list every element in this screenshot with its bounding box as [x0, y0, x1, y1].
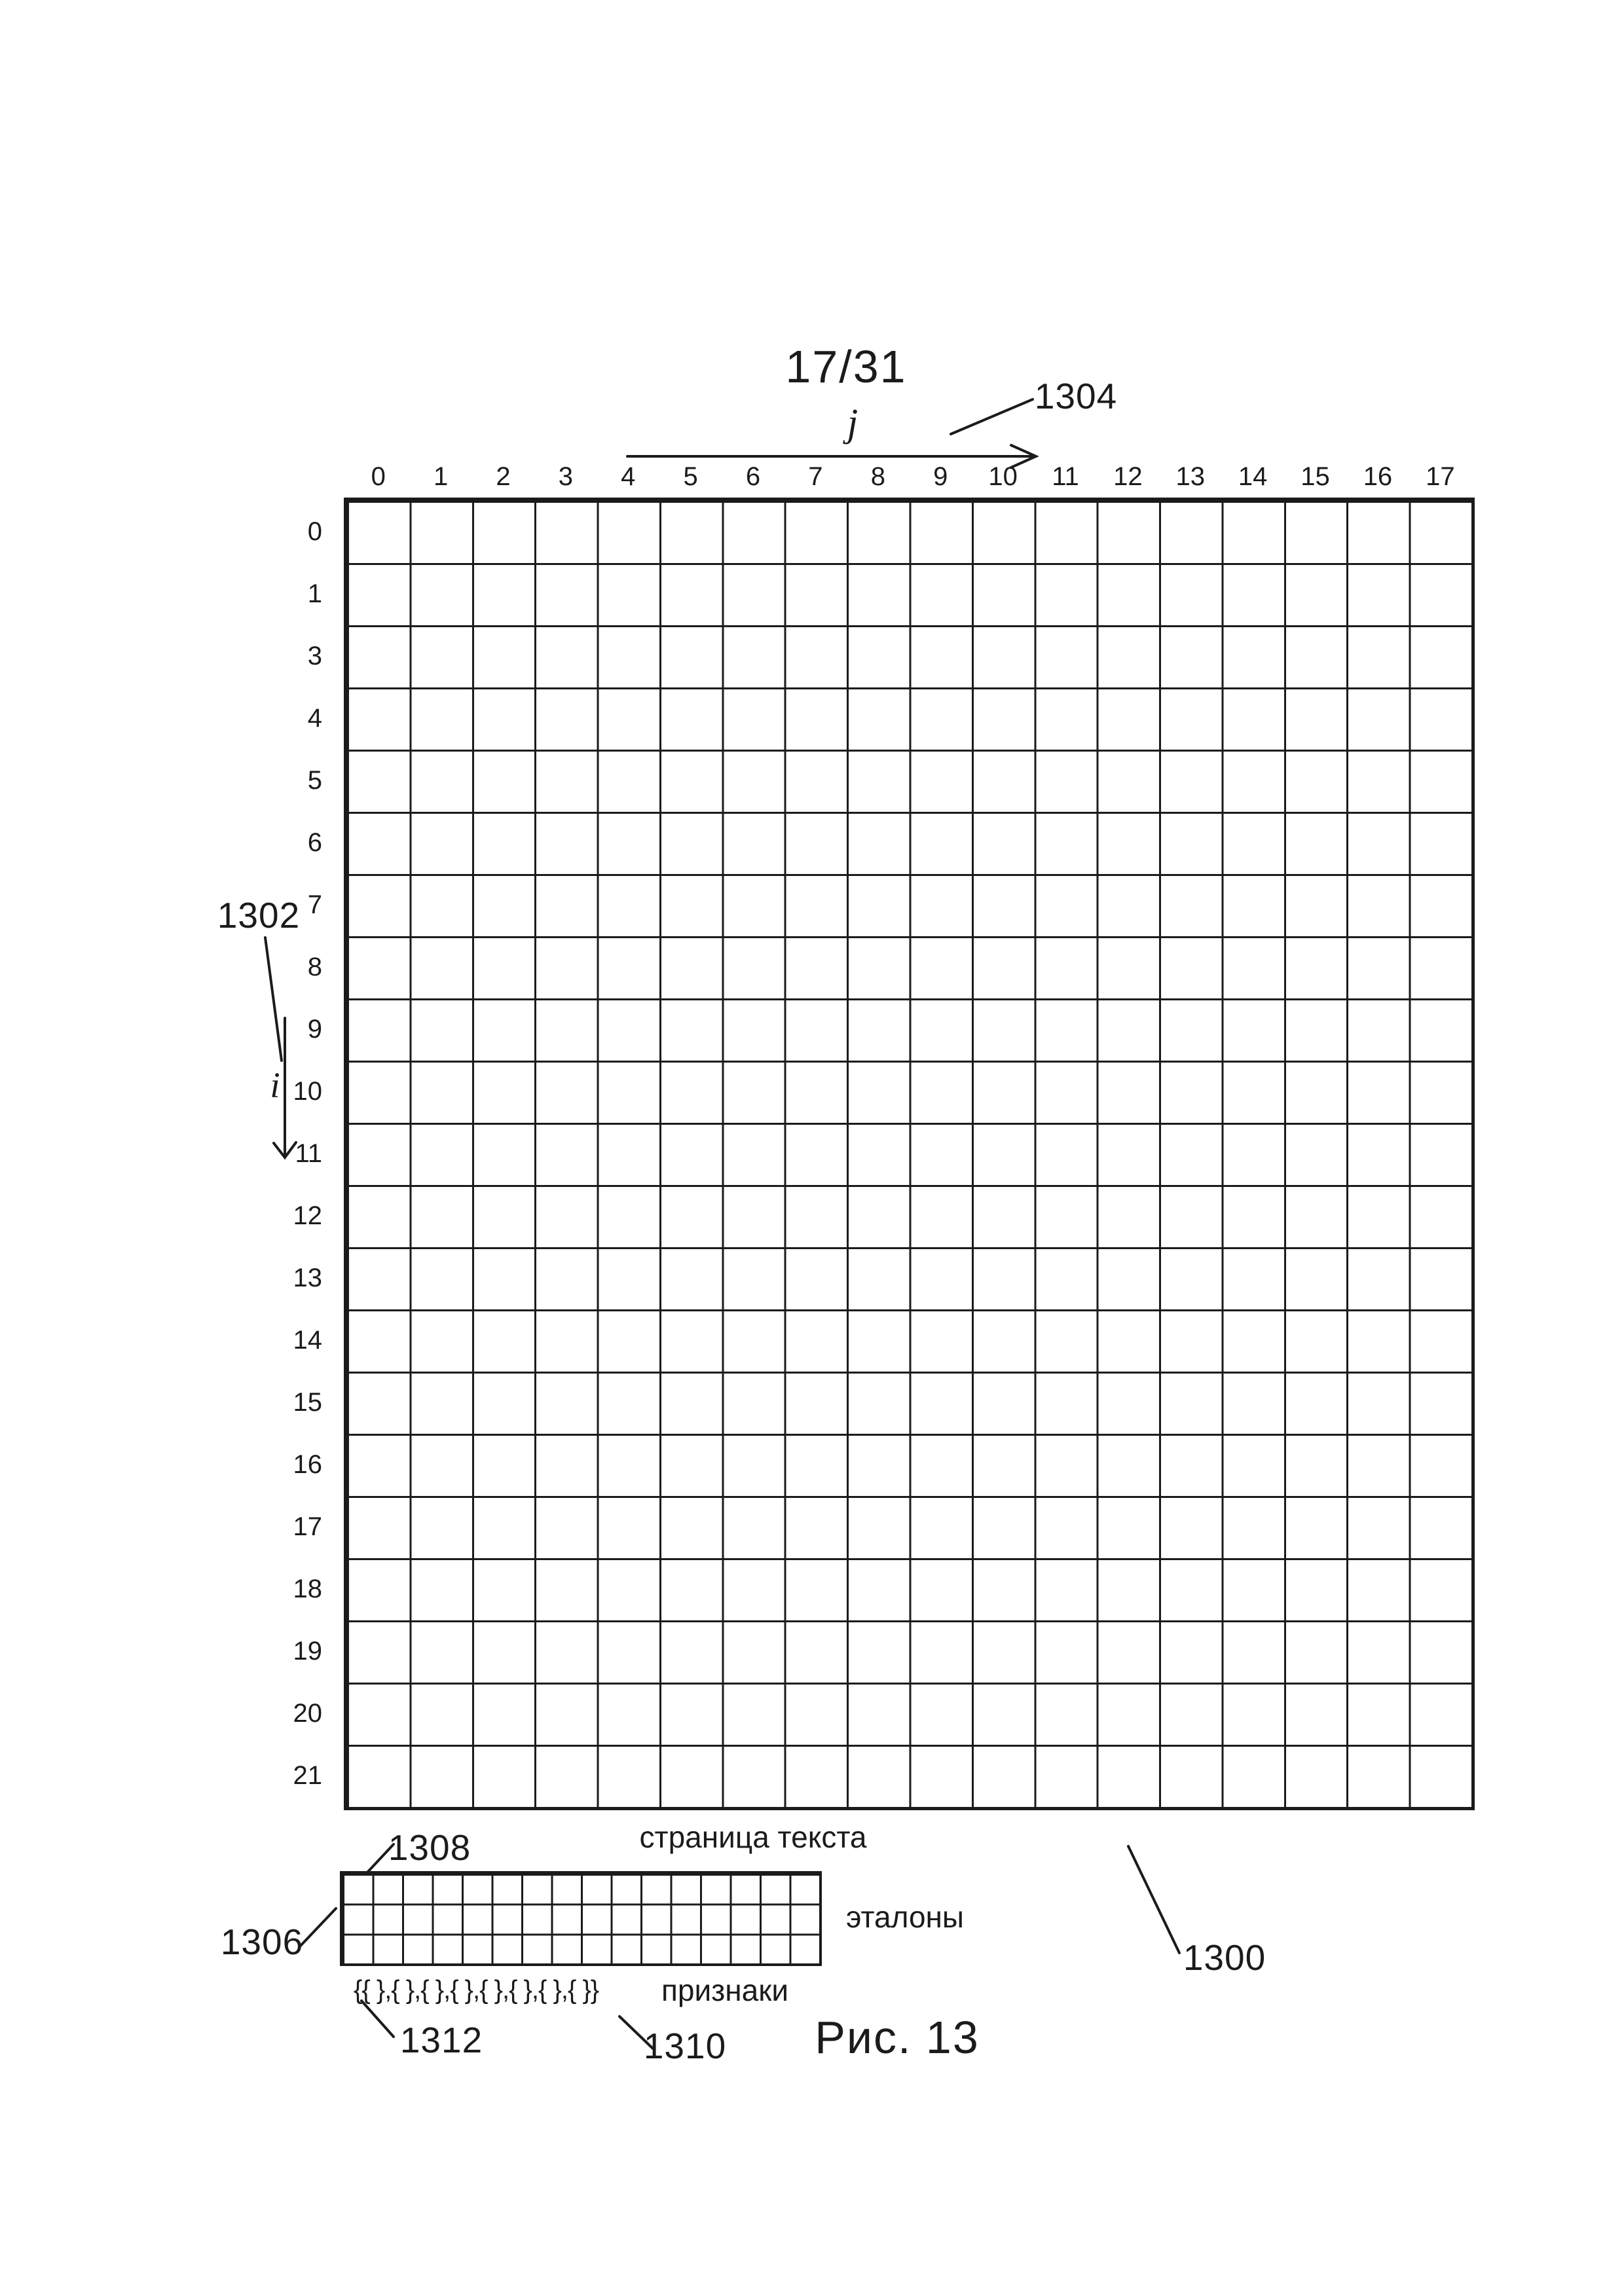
row-label: 1 [307, 579, 322, 608]
column-labels [347, 458, 1471, 495]
callout-1304-leader [951, 399, 1033, 434]
callout-1302: 1302 [217, 895, 301, 936]
row-label: 13 [293, 1264, 322, 1292]
col-label: 2 [496, 462, 511, 491]
col-label: 14 [1238, 462, 1268, 491]
col-label: 10 [988, 462, 1018, 491]
col-label: 11 [1052, 462, 1079, 491]
templates-label: эталоны [845, 1900, 965, 1934]
col-label: 12 [1113, 462, 1143, 491]
callout-1310: 1310 [643, 2026, 727, 2066]
col-label: 16 [1363, 462, 1393, 491]
sheet-number: 17/31 [785, 341, 907, 392]
row-label: 14 [293, 1326, 322, 1355]
col-label: 8 [870, 462, 885, 491]
text-page-grid [344, 498, 1475, 1810]
row-label: 18 [293, 1575, 322, 1603]
callout-1304: 1304 [1034, 376, 1118, 416]
col-label: 7 [808, 462, 823, 491]
row-label: 19 [293, 1637, 322, 1666]
row-label: 5 [307, 766, 322, 795]
col-label: 1 [433, 462, 449, 491]
row-label: 7 [307, 890, 322, 919]
col-label: 3 [558, 462, 573, 491]
row-label: 4 [307, 704, 322, 733]
col-label: 5 [683, 462, 698, 491]
col-label: 6 [745, 462, 761, 491]
features-braces: {{ },{ },{ },{ },{ },{ },{ },{ }} [354, 1975, 599, 2005]
col-label: 9 [933, 462, 948, 491]
callout-1300: 1300 [1183, 1937, 1266, 1978]
callout-1306: 1306 [220, 1922, 304, 1962]
row-label: 21 [293, 1761, 322, 1790]
text-page-caption: страница текста [639, 1820, 867, 1854]
row-label: 8 [307, 953, 322, 981]
col-label: 4 [621, 462, 636, 491]
col-label: 17 [1426, 462, 1455, 491]
callout-1308: 1308 [388, 1827, 471, 1868]
row-label: 15 [293, 1388, 322, 1417]
figure-caption: Рис. 13 [815, 2012, 980, 2063]
col-label: 15 [1301, 462, 1330, 491]
row-label: 16 [293, 1450, 322, 1479]
row-label: 3 [307, 642, 322, 670]
callout-1306-leader [300, 1908, 336, 1946]
j-axis-label: j [847, 401, 858, 445]
row-label: 6 [307, 828, 322, 857]
callout-1312-leader [361, 2001, 394, 2037]
row-label: 11 [295, 1139, 322, 1168]
callout-1312: 1312 [399, 2020, 483, 2060]
row-label: 9 [307, 1015, 322, 1044]
row-label: 12 [293, 1201, 322, 1230]
col-label: 13 [1175, 462, 1206, 491]
col-label: 0 [371, 462, 386, 491]
i-axis-label: i [270, 1065, 280, 1105]
features-label: признаки [661, 1973, 789, 2007]
templates-grid [340, 1871, 822, 1966]
row-label: 20 [293, 1699, 322, 1728]
callout-1300-leader [1128, 1846, 1179, 1953]
row-label: 0 [307, 517, 322, 546]
row-label: 10 [293, 1077, 322, 1106]
row-labels [249, 501, 322, 1807]
row-label: 17 [293, 1512, 322, 1541]
